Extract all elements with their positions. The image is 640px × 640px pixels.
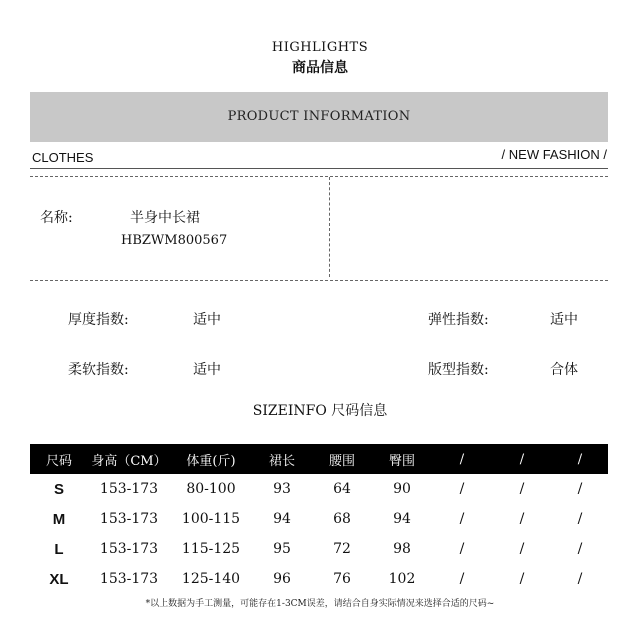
header-blank: /: [492, 444, 552, 474]
weight-cell: 115-125: [181, 541, 241, 557]
size-cell: L: [54, 540, 64, 558]
waist-cell: 72: [333, 541, 351, 557]
blank-cell: /: [519, 481, 525, 497]
height-cell: 153-173: [99, 511, 159, 527]
new-fashion-label: / NEW FASHION /: [501, 147, 607, 162]
header-skirt-length: 裙长: [252, 444, 312, 474]
elasticity-value: 适中: [550, 312, 578, 328]
blank-cell: /: [459, 511, 465, 527]
thickness-value: 适中: [193, 312, 221, 328]
section-divider: [30, 168, 608, 169]
banner-label: PRODUCT INFORMATION: [227, 109, 411, 124]
top-dashed-divider: [30, 176, 608, 177]
thickness-label: 厚度指数:: [68, 312, 129, 328]
fit-value: 合体: [550, 362, 578, 378]
header-weight: 体重(斤): [170, 444, 252, 474]
product-code: HBZWM800567: [121, 233, 228, 248]
skirt-length-cell: 94: [273, 511, 291, 527]
hip-cell: 94: [393, 511, 411, 527]
blank-cell: /: [577, 481, 583, 497]
waist-cell: 68: [333, 511, 351, 527]
header-blank: /: [552, 444, 608, 474]
blank-cell: /: [577, 571, 583, 587]
blank-cell: /: [519, 511, 525, 527]
vertical-dashed-divider: [329, 177, 330, 277]
blank-cell: /: [459, 541, 465, 557]
header-height: 身高（CM）: [88, 444, 170, 474]
skirt-length-cell: 95: [273, 541, 291, 557]
highlights-title: HIGHLIGHTS: [271, 40, 369, 55]
product-information-banner: [30, 92, 608, 142]
elasticity-label: 弹性指数:: [428, 312, 489, 328]
hip-cell: 90: [393, 481, 411, 497]
highlights-title-zh: 商品信息: [292, 60, 348, 76]
table-row: [30, 474, 608, 504]
product-name-label: 名称:: [40, 210, 73, 226]
weight-cell: 80-100: [186, 481, 236, 497]
size-table-header: [30, 444, 608, 474]
bottom-dashed-divider: [30, 280, 608, 281]
table-row: [30, 564, 608, 594]
fit-label: 版型指数:: [428, 362, 489, 378]
hip-cell: 102: [388, 571, 416, 587]
height-cell: 153-173: [99, 571, 159, 587]
table-row: [30, 504, 608, 534]
blank-cell: /: [459, 571, 465, 587]
height-cell: 153-173: [99, 541, 159, 557]
product-name: 半身中长裙: [130, 210, 200, 226]
size-info-title: SIZEINFO 尺码信息: [252, 403, 388, 419]
skirt-length-cell: 96: [273, 571, 291, 587]
height-cell: 153-173: [99, 481, 159, 497]
header-waist: 腰围: [312, 444, 372, 474]
blank-cell: /: [577, 541, 583, 557]
clothes-label: CLOTHES: [32, 150, 94, 165]
measurement-note: *以上数据为手工测量，可能存在1-3CM误差，请结合自身实际情况来选择合适的尺码~: [145, 599, 495, 609]
weight-cell: 100-115: [181, 511, 241, 527]
header-blank: /: [432, 444, 492, 474]
hip-cell: 98: [393, 541, 411, 557]
blank-cell: /: [459, 481, 465, 497]
skirt-length-cell: 93: [273, 481, 291, 497]
header-size: 尺码: [30, 444, 88, 474]
size-table: [30, 444, 608, 594]
weight-cell: 125-140: [181, 571, 241, 587]
blank-cell: /: [577, 511, 583, 527]
waist-cell: 76: [333, 571, 351, 587]
waist-cell: 64: [333, 481, 351, 497]
size-cell: M: [52, 510, 66, 528]
size-cell: S: [53, 480, 64, 498]
blank-cell: /: [519, 571, 525, 587]
size-cell: XL: [49, 570, 69, 588]
softness-label: 柔软指数:: [68, 362, 129, 378]
header-hip: 臀围: [372, 444, 432, 474]
blank-cell: /: [519, 541, 525, 557]
table-row: [30, 534, 608, 564]
softness-value: 适中: [193, 362, 221, 378]
